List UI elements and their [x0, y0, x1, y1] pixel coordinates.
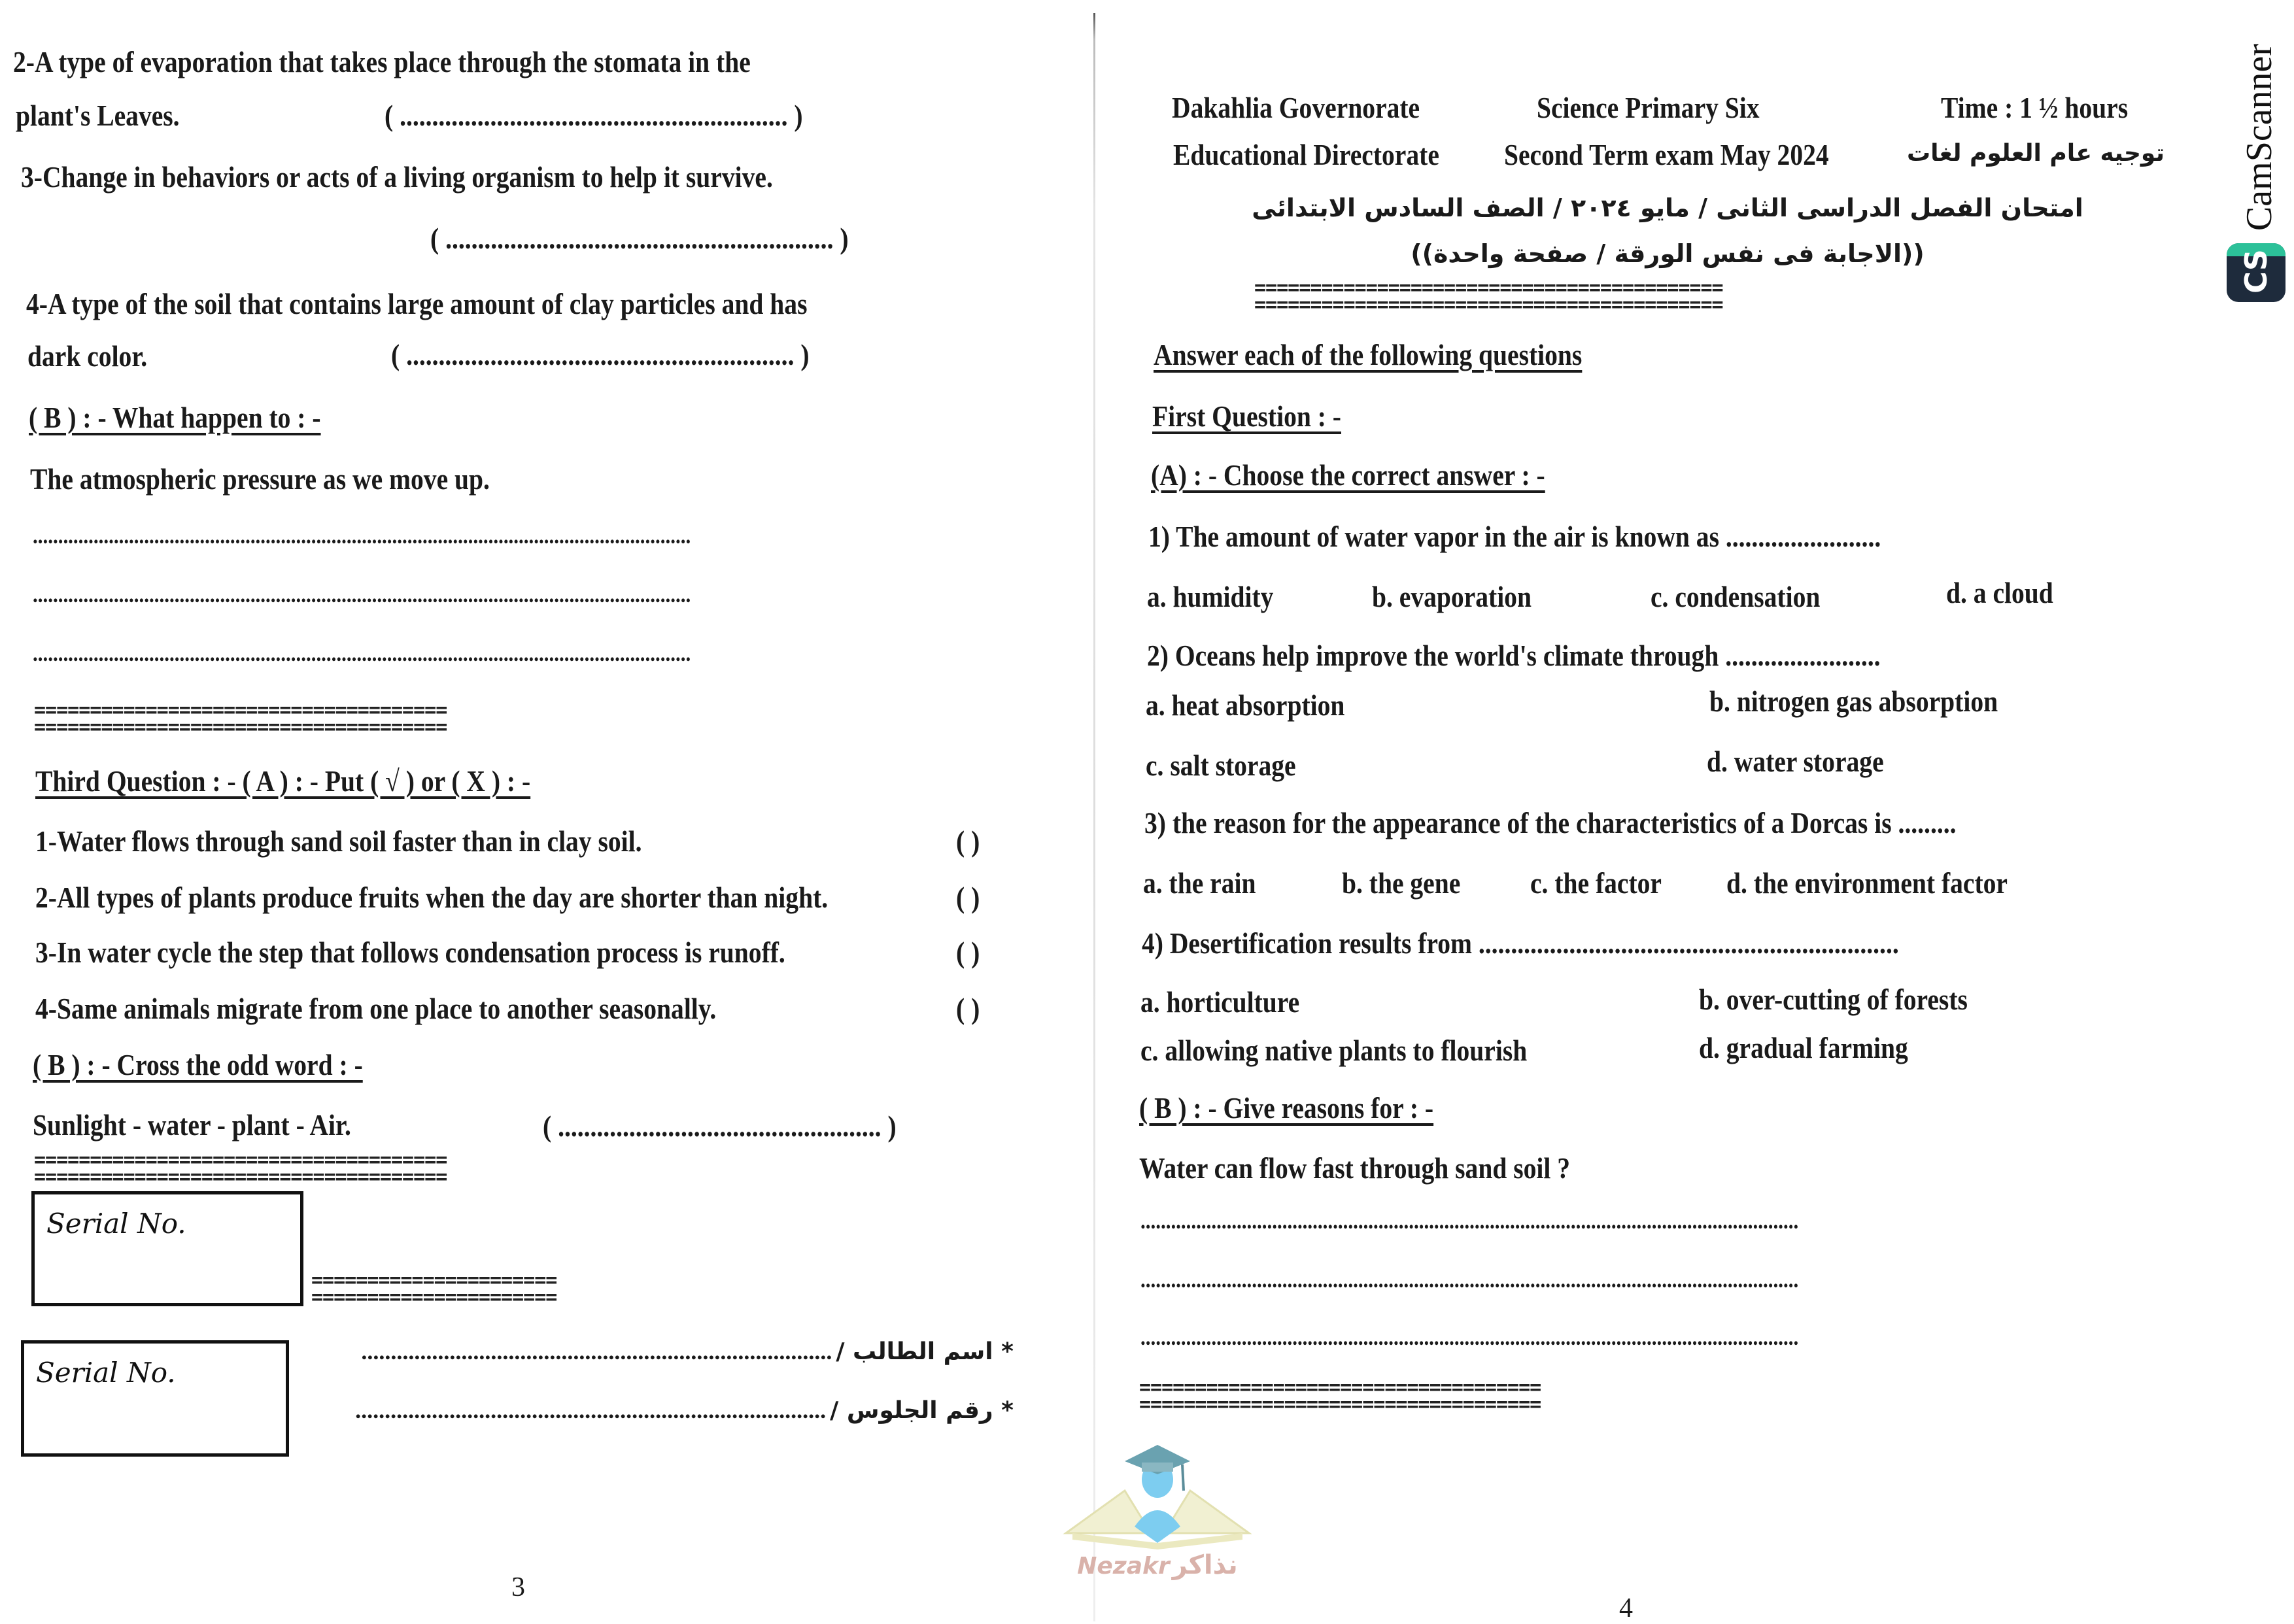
serial-number-label-2: Serial No. [36, 1357, 176, 1389]
true-false-item-1: 1-Water flows through sand soil faster than in clay soil. [35, 824, 642, 858]
mcq-3-option-d[interactable]: d. the environment factor [1726, 866, 2008, 900]
bottom-separator [1139, 1379, 1865, 1413]
separator-line-bottom: ====================== [311, 1289, 557, 1306]
section-separator [34, 702, 747, 736]
answer-note-ar: ((الاجابة فى نفس الورقة / صفحة واحدة)) [1411, 239, 1925, 268]
true-false-box-3[interactable]: ( ) [956, 936, 980, 969]
mcq-2-option-b[interactable]: b. nitrogen gas absorption [1709, 685, 1998, 718]
seat-number-dots[interactable]: ................................................................................ [355, 1397, 827, 1423]
graduate-book-icon [1053, 1435, 1262, 1553]
camscanner-logo-icon [2227, 243, 2285, 302]
question-4-line-2: dark color. [27, 339, 148, 373]
true-false-box-2[interactable]: ( ) [956, 881, 980, 914]
mcq-2-option-c[interactable]: c. salt storage [1146, 749, 1296, 782]
header-governorate: Dakahlia Governorate [1172, 91, 1420, 124]
part-a-heading: (A) : - Choose the correct answer : - [1151, 458, 1545, 492]
reason-answer-line-3[interactable]: .................................................................................................................................. [1140, 1325, 1799, 1350]
serial-number-box-1[interactable] [31, 1191, 303, 1306]
header-supervision-ar: توجيه عام العلوم لغات [1906, 140, 2165, 167]
mcq-4-question: 4) Desertification results from ................................................................. [1142, 926, 1899, 960]
section-separator-short [311, 1272, 743, 1306]
separator-line-top: ====================== [311, 1272, 557, 1289]
question-2-line-2: plant's Leaves. [16, 99, 180, 132]
mcq-2-option-d[interactable]: d. water storage [1707, 745, 1884, 778]
mcq-3-question: 3) the reason for the appearance of the characteristics of a Dorcas is ......... [1144, 806, 1957, 839]
mcq-1-option-b[interactable]: b. evaporation [1372, 580, 1532, 613]
section-separator-2 [34, 1152, 747, 1186]
question-3-answer-blank[interactable]: ( ............................................................ ) [430, 222, 849, 255]
true-false-item-3: 3-In water cycle the step that follows condensation process is runoff. [35, 936, 785, 969]
watermark-text-arabic: نذاكر [1172, 1550, 1238, 1580]
seat-number-label: * رقم الجلوس / [830, 1397, 1014, 1424]
header-time: Time : 1 ½ hours [1941, 91, 2129, 124]
student-name-field[interactable] [353, 1338, 1014, 1365]
odd-word-answer-blank[interactable]: ( .................................................. ) [543, 1110, 897, 1143]
separator-line-bottom: ==================================== [1139, 1396, 1541, 1413]
mcq-1-option-c[interactable]: c. condensation [1651, 580, 1821, 613]
page-number-right: 4 [1619, 1593, 1633, 1623]
question-2-line-1: 2-A type of evaporation that takes place through the stomata in the [13, 45, 751, 78]
reason-answer-line-2[interactable]: .................................................................................................................................. [1140, 1267, 1799, 1293]
separator-line-top: ==================================== [1139, 1379, 1541, 1396]
answer-line-3[interactable]: .................................................................................................................................. [33, 641, 691, 666]
mcq-4-option-b[interactable]: b. over-cutting of forests [1699, 983, 1968, 1016]
mcq-4-option-d[interactable]: d. gradual farming [1699, 1031, 1908, 1064]
true-false-item-4: 4-Same animals migrate from one place to another seasonally. [35, 992, 717, 1025]
part-b-give-reasons-heading: ( B ) : - Give reasons for : - [1139, 1091, 1434, 1125]
camscanner-logo-letters: CS [2238, 249, 2274, 294]
mcq-4-option-c[interactable]: c. allowing native plants to flourish [1140, 1034, 1528, 1067]
question-3-line-1: 3-Change in behaviors or acts of a living organism to help it survive. [21, 160, 773, 194]
odd-word-heading: ( B ) : - Cross the odd word : - [33, 1048, 363, 1081]
camscanner-brand [2223, 39, 2294, 235]
mcq-1-option-d[interactable]: d. a cloud [1946, 576, 2053, 609]
page-number-left: 3 [511, 1572, 525, 1602]
separator-line-bottom: ========================================== [1254, 297, 1723, 314]
answer-line-2[interactable]: .................................................................................................................................. [33, 582, 691, 607]
true-false-box-1[interactable]: ( ) [956, 824, 980, 858]
header-directorate: Educational Directorate [1173, 138, 1439, 171]
question-4-line-1: 4-A type of the soil that contains large amount of clay particles and has [26, 287, 808, 320]
mcq-4-option-a[interactable]: a. horticulture [1140, 985, 1300, 1019]
true-false-item-2: 2-All types of plants produce fruits when the day are shorter than night. [35, 881, 829, 914]
watermark-text-row [1053, 1550, 1262, 1580]
reason-answer-line-1[interactable]: .................................................................................................................................. [1140, 1208, 1799, 1234]
exam-title-ar: امتحان الفصل الدراسى الثانى / مايو ٢٠٢٤ / الصف السادس الابتدائى [1252, 194, 2083, 222]
mcq-3-option-a[interactable]: a. the rain [1143, 866, 1256, 900]
serial-number-box-2[interactable] [21, 1340, 289, 1457]
first-question-heading: First Question : - [1152, 399, 1341, 433]
nezakr-watermark-logo [1053, 1435, 1262, 1592]
mcq-1-question: 1) The amount of water vapor in the air is known as ........................ [1148, 520, 1881, 553]
student-name-dots[interactable]: ................................................................................ [361, 1338, 832, 1364]
third-question-heading: Third Question : - ( A ) : - Put ( √ ) or ( X ) : - [35, 764, 531, 798]
header-exam: Second Term exam May 2024 [1504, 138, 1829, 171]
part-b-give-reasons-question: Water can flow fast through sand soil ? [1139, 1151, 1571, 1185]
mcq-2-question: 2) Oceans help improve the world's climate through ........................ [1147, 639, 1881, 672]
separator-line-bottom: ===================================== [34, 1169, 447, 1186]
page-divider [1093, 13, 1095, 1621]
mcq-1-option-a[interactable]: a. humidity [1147, 580, 1274, 613]
separator-line-top: ===================================== [34, 702, 447, 719]
mcq-3-option-b[interactable]: b. the gene [1342, 866, 1461, 900]
question-2-answer-blank[interactable]: ( ............................................................ ) [385, 99, 803, 132]
camscanner-text: CamScanner [2239, 43, 2280, 231]
separator-line-top: ===================================== [34, 1152, 447, 1169]
part-b-question: The atmospheric pressure as we move up. [30, 462, 490, 496]
separator-line-bottom: ===================================== [34, 719, 447, 736]
mcq-3-option-c[interactable]: c. the factor [1530, 866, 1662, 900]
student-name-label: * اسم الطالب / [836, 1338, 1014, 1365]
question-4-answer-blank[interactable]: ( ............................................................ ) [391, 339, 810, 371]
header-separator [1254, 280, 2065, 314]
serial-number-label-1: Serial No. [46, 1208, 186, 1240]
separator-line-top: ========================================== [1254, 280, 1723, 297]
answer-line-1[interactable]: .................................................................................................................................. [33, 523, 691, 549]
true-false-box-4[interactable]: ( ) [956, 992, 980, 1025]
mcq-2-option-a[interactable]: a. heat absorption [1146, 688, 1345, 722]
watermark-text-latin: Nezakr [1077, 1553, 1170, 1580]
seat-number-field[interactable] [353, 1396, 1014, 1424]
instruction-heading: Answer each of the following questions [1154, 338, 1583, 371]
header-subject: Science Primary Six [1537, 91, 1760, 124]
odd-word-item: Sunlight - water - plant - Air. [33, 1108, 351, 1142]
part-b-heading: ( B ) : - What happen to : - [29, 401, 321, 434]
